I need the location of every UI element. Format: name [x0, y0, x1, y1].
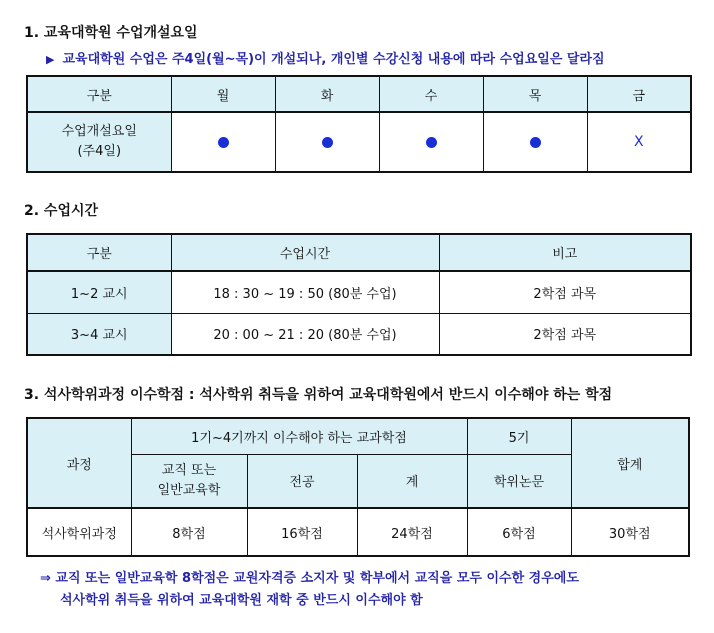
- schedule-cell-mon: [171, 112, 275, 172]
- credits-header-major: 전공: [247, 454, 357, 508]
- credits-total: 30학점: [571, 508, 689, 556]
- schedule-header-row: [27, 76, 691, 112]
- credits-general: 8학점: [131, 508, 247, 556]
- credits-sum: 24학점: [357, 508, 467, 556]
- credits-header-fifth: 5기: [467, 418, 571, 454]
- footnote: [40, 568, 579, 612]
- schedule-cell-fri: [587, 112, 691, 172]
- footnote-line1: ⇒ 교직 또는 일반교육학 8학점은 교원자격증 소지자 및 학부에서 교직을 모두 이수한 경우에도: [40, 571, 579, 586]
- class-time-period: 1~2 교시: [27, 271, 171, 313]
- schedule-header-wed: 수: [379, 76, 483, 112]
- dot-icon: [322, 137, 333, 148]
- schedule-cell-wed: [379, 112, 483, 172]
- dot-icon: [218, 137, 229, 148]
- credits-header-group: 1기~4기까지 이수해야 하는 교과학점: [131, 418, 467, 454]
- schedule-header-thu: 목: [483, 76, 587, 112]
- table-row: [27, 508, 689, 556]
- class-time-period: 3~4 교시: [27, 313, 171, 355]
- class-time-header-time: 수업시간: [171, 234, 439, 271]
- schedule-header-mon: 월: [171, 76, 275, 112]
- class-time-time: 18 : 30 ~ 19 : 50 (80분 수업): [171, 271, 439, 313]
- credits-major: 16학점: [247, 508, 357, 556]
- dot-icon: [530, 137, 541, 148]
- credits-header-total: 합계: [571, 418, 689, 508]
- credits-course: 석사학위과정: [27, 508, 131, 556]
- credits-header-thesis: 학위논문: [467, 454, 571, 508]
- schedule-row: [27, 112, 691, 172]
- section1-note-text: 교육대학원 수업은 주4일(월~목)이 개설되나, 개인별 수강신청 내용에 따라 수업요일은 달라짐: [62, 52, 605, 67]
- table-row: [27, 313, 691, 355]
- schedule-table: [26, 75, 692, 173]
- class-time-table: [26, 233, 692, 356]
- footnote-line2: 석사학위 취득을 위하여 교육대학원 재학 중 반드시 이수해야 함: [60, 593, 423, 608]
- x-mark: X: [633, 134, 644, 150]
- dot-icon: [426, 137, 437, 148]
- schedule-header-category: 구분: [27, 76, 171, 112]
- section2-heading: 2. 수업시간: [24, 203, 99, 219]
- credits-header-general-line2: 일반교육학: [157, 482, 221, 498]
- credits-table: [26, 417, 690, 557]
- class-time-note: 2학점 과목: [439, 271, 691, 313]
- class-time-time: 20 : 00 ~ 21 : 20 (80분 수업): [171, 313, 439, 355]
- credits-header-sum: 계: [357, 454, 467, 508]
- credits-header-row1: [27, 418, 689, 454]
- schedule-row-label: [27, 112, 171, 172]
- triangle-right-icon: ▶: [46, 53, 55, 66]
- class-time-header-note: 비고: [439, 234, 691, 271]
- section1-heading: 1. 교육대학원 수업개설요일: [24, 25, 198, 41]
- class-time-header-category: 구분: [27, 234, 171, 271]
- table-row: [27, 271, 691, 313]
- schedule-row-label-line2: (주4일): [77, 144, 122, 159]
- schedule-header-tue: 화: [275, 76, 379, 112]
- schedule-cell-thu: [483, 112, 587, 172]
- section1-note: [46, 48, 605, 67]
- credits-thesis: 6학점: [467, 508, 571, 556]
- credits-header-general-line1: 교직 또는: [161, 462, 217, 478]
- schedule-row-label-line1: 수업개설요일: [61, 124, 137, 139]
- credits-header-general: [131, 454, 247, 508]
- schedule-header-fri: 금: [587, 76, 691, 112]
- class-time-header-row: [27, 234, 691, 271]
- class-time-note: 2학점 과목: [439, 313, 691, 355]
- credits-header-course: 과정: [27, 418, 131, 508]
- schedule-cell-tue: [275, 112, 379, 172]
- section3-heading: 3. 석사학위과정 이수학점 : 석사학위 취득을 위하여 교육대학원에서 반드시 이수해야 하는 학점: [24, 387, 613, 403]
